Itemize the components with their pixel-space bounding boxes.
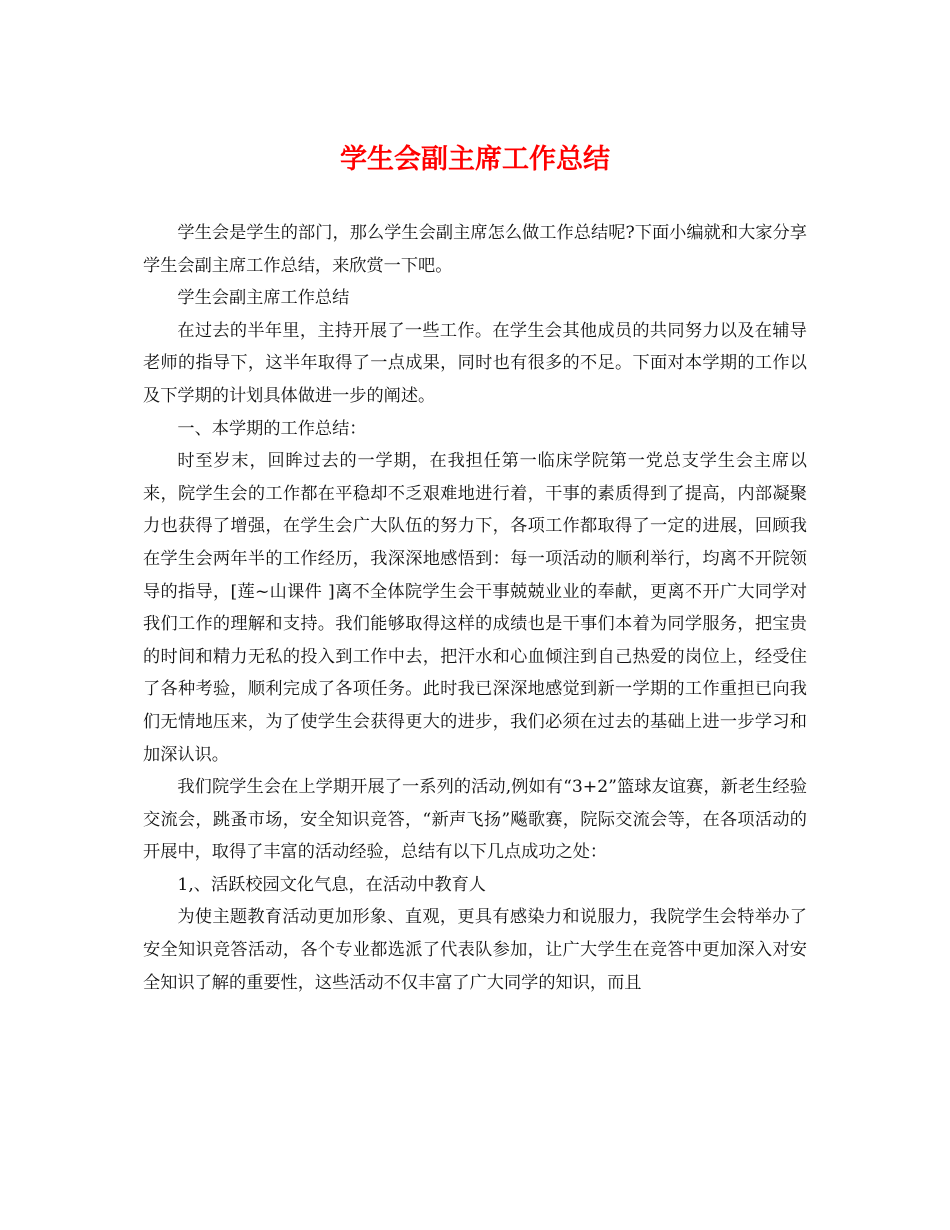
review-paragraph: 时至岁末，回眸过去的一学期，在我担任第一临床学院第一党总支学生会主席以来，院学生会的工作都在平稳却不乏艰难地进行着，干事的素质得到了提高，内部凝聚力也获得了增强，在学生会广大队伍的努力下，各项工作都取得了一定的进展，回顾我在学生会两年半的工作经历，我深深地感悟到：每一项活动的顺利举行，均离不开院领导的指导，[莲~山课件 ]离不全体院学生会干事兢兢业业的奉献，更离不开广大同学对我们工作的理解和支持。我们能够取得这样的成绩也是干事们本着为同学服务，把宝贵的时间和精力无私的投入到工作中去，把汗水和心血倾注到自己热爱的岗位上，经受住了各种考验，顺利完成了各项任务。此时我已深深地感觉到新一学期的工作重担已向我们无情地压来，为了使学生会获得更大的进步，我们必须在过去的基础上进一步学习和加深认识。 xyxy=(143,451,807,765)
campus-culture-paragraph: 为使主题教育活动更加形象、直观，更具有感染力和说服力，我院学生会特举办了安全知识竞答活动，各个专业都选派了代表队参加，让广大学生在竞答中更加深入对安全知识了解的重要性，这些活动不仅丰富了广大同学的知识，而且 xyxy=(143,907,807,993)
section-heading-1: 一、本学期的工作总结： xyxy=(177,418,367,439)
activities-paragraph: 我们院学生会在上学期开展了一系列的活动,例如有“3+2”篮球友谊赛，新老生经验交流会，跳蚤市场，安全知识竞答，“新声飞扬”飚歌赛，院际交流会等，在各项活动的开展中，取得了丰富的活动经验，总结有以下几点成功之处： xyxy=(143,777,807,863)
document-body xyxy=(143,217,807,999)
point-heading-1: 1,、活跃校园文化气息，在活动中教育人 xyxy=(177,874,486,895)
overview-paragraph: 在过去的半年里，主持开展了一些工作。在学生会其他成员的共同努力以及在辅导老师的指导下，这半年取得了一点成果，同时也有很多的不足。下面对本学期的工作以及下学期的计划具体做进一步的阐述。 xyxy=(143,320,807,406)
subtitle-paragraph: 学生会副主席工作总结 xyxy=(177,288,350,309)
document-title: 学生会副主席工作总结 xyxy=(340,144,610,175)
intro-paragraph: 学生会是学生的部门，那么学生会副主席怎么做工作总结呢?下面小编就和大家分享学生会副主席工作总结，来欣赏一下吧。 xyxy=(143,223,807,276)
